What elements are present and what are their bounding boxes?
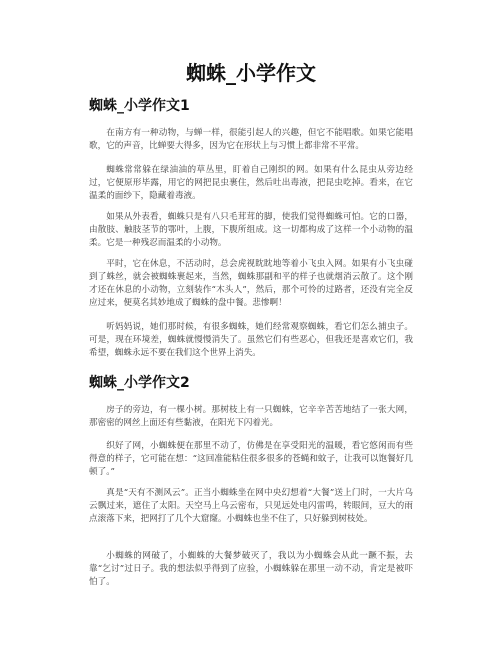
section-1-paragraph-2: 蜘蛛常常躲在绿油油的草丛里，盯着自己刚织的网。如果有什么昆虫从旁边经过，它便原形毕露，用它的网把昆虫裹住，然后吐出毒液，把昆虫吃掉。看来，在它温柔的面纱下，隐藏着毒液。 xyxy=(89,165,413,201)
section-1-paragraph-4: 平时，它在休息，不活动时，总会虎视眈眈地等着小飞虫入网。如果有小飞虫碰到了蛛丝，就会被蜘蛛裹起来，当然，蜘蛛那副和平的样子也就烟消云散了。这个刚才还在休息的小动物，立刻装作“木头人”，然后，那个可怜的过路者，还没有完全反应过来，便莫名其妙地成了蜘蛛的盘中餐。悲惨啊！ xyxy=(89,259,413,308)
document-title: 蜘蛛_小学作文 xyxy=(186,61,316,85)
section-1-heading: 蜘蛛_小学作文1 xyxy=(89,98,190,114)
section-1-paragraph-1: 在南方有一种动物，与蝉一样，很能引起人的兴趣，但它不能唱歌。如果它能唱歌，它的声音，比蝉要大得多，因为它在形状上与习惯上都非常不平常。 xyxy=(89,128,413,151)
section-2-paragraph-4: 小蜘蛛的网破了，小蜘蛛的大餐梦破灭了，我以为小蜘蛛会从此一蹶不振，去靠“乞讨”过日子。我的想法似乎得到了应验，小蜘蛛躲在那里一动不动，肯定是被吓怕了。 xyxy=(89,551,413,587)
section-2-paragraph-1: 房子的旁边，有一棵小树。那树枝上有一只蜘蛛，它辛辛苦苦地结了一张大网，那密密的网丝上面还有些黏液，在阳光下闪着光。 xyxy=(89,405,413,428)
section-2-paragraph-3: 真是“天有不测风云”。正当小蜘蛛坐在网中央幻想着“大餐”送上门时，一大片乌云飘过来，遮住了太阳。天空马上乌云密布，只见远处电闪雷鸣，转眼间，豆大的雨点滚落下来，把网打了几个大窟窿。小蜘蛛也坐不住了，只好躲到树枝处。 xyxy=(89,488,413,524)
section-2-paragraph-2: 织好了网，小蜘蛛便在那里不动了，仿佛是在享受阳光的温暖，看它悠闲而有些得意的样子，它可能在想：“这回准能粘住很多很多的苍蝇和蚊子，让我可以饱餐好几顿了。” xyxy=(89,441,413,477)
section-2-heading: 蜘蛛_小学作文2 xyxy=(89,375,190,391)
section-1-paragraph-3: 如果从外表看，蜘蛛只是有八只毛茸茸的脚，使我们觉得蜘蛛可怕。它的口器，由散肢、触肢茎节的鄂叶，上腹，下腹所组成。这一切都构成了这样一个小动物的温柔。它是一种残忍而温柔的小动物。 xyxy=(89,212,413,248)
section-1-paragraph-5: 听妈妈说，她们那时候，有很多蜘蛛，她们经常观察蜘蛛，看它们怎么捕虫子。可是，现在环境差，蜘蛛就慢慢消失了。虽然它们有些恶心，但我还是喜欢它们，我希望，蜘蛛永远不要在我们这个世界上消失。 xyxy=(89,322,413,358)
